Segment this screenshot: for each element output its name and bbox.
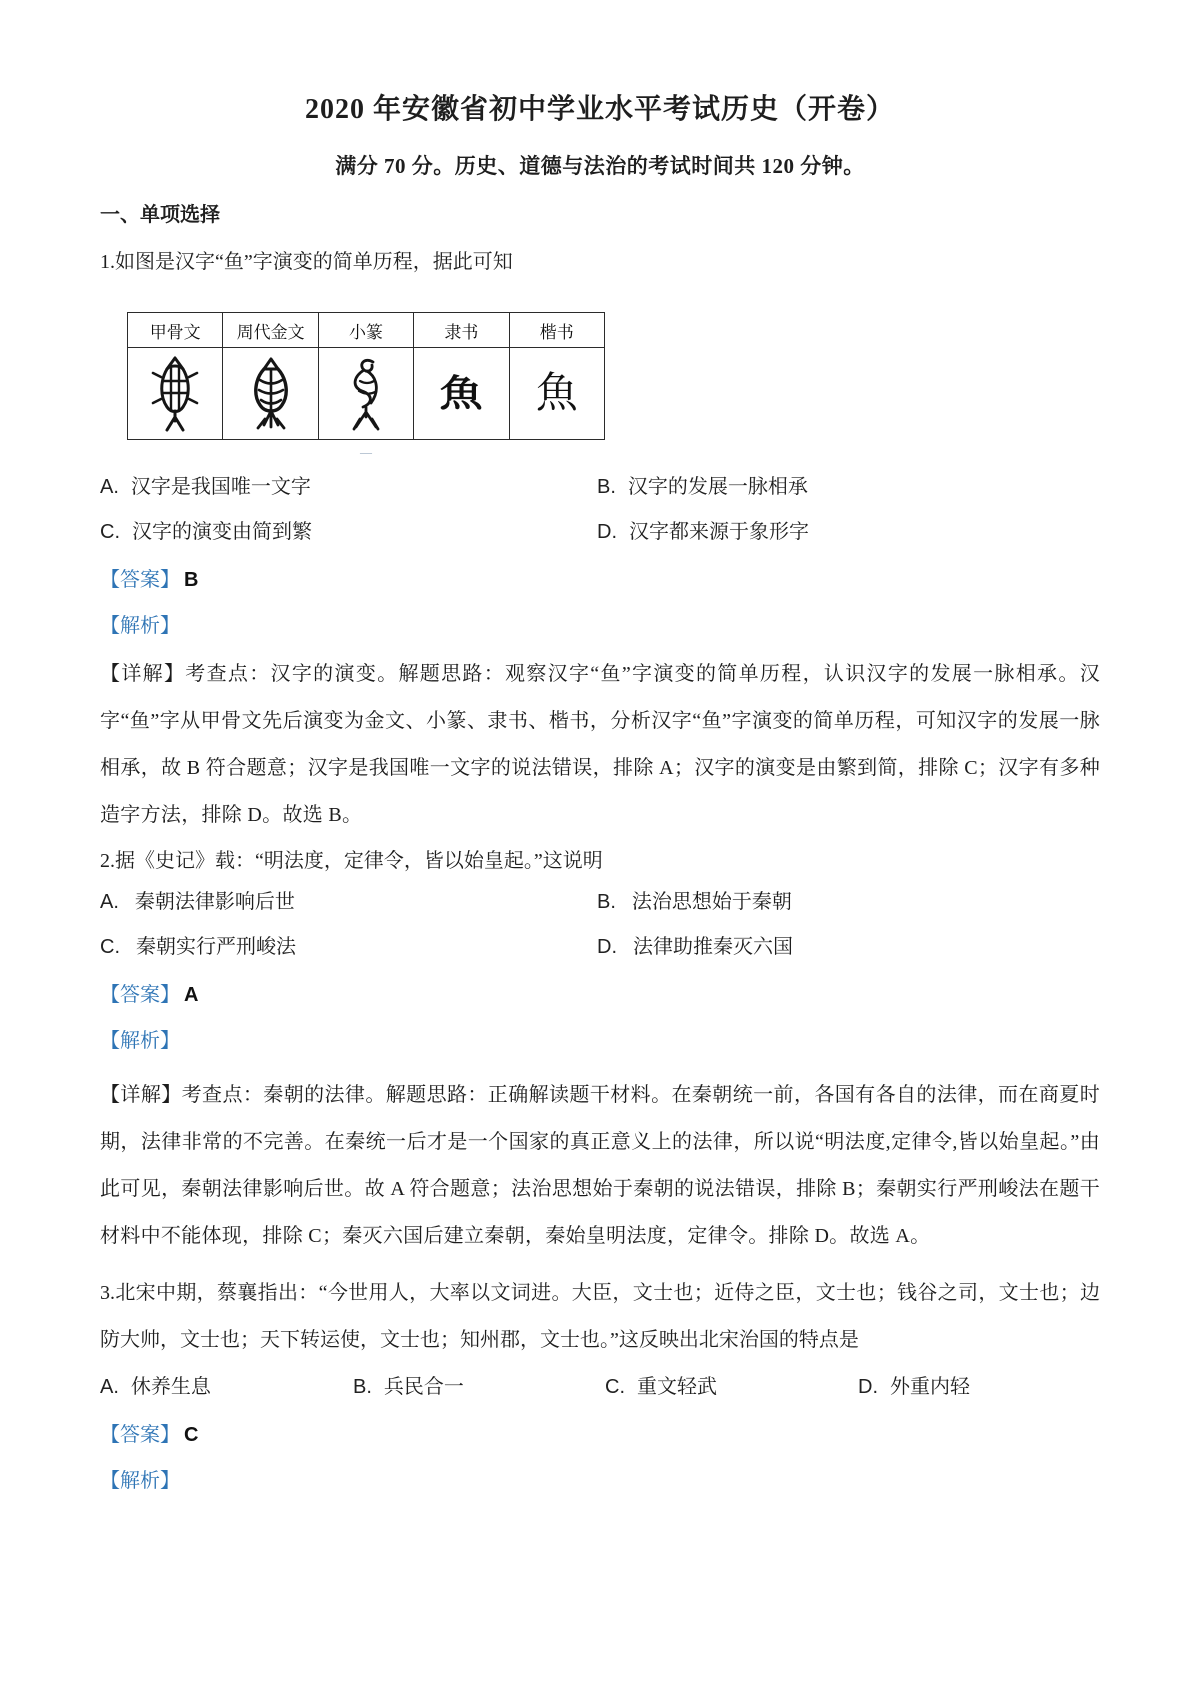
- table-cell: [414, 348, 509, 440]
- option-key: D.: [597, 521, 617, 543]
- option-item: [597, 521, 1100, 543]
- option-text: 汉字都来源于象形字: [629, 521, 809, 543]
- option-item: [100, 1376, 353, 1398]
- option-text: 汉字的发展一脉相承: [627, 476, 808, 498]
- answer-label: 【答案】: [100, 984, 180, 1006]
- option-key: B.: [353, 1376, 372, 1398]
- analysis-label: 【解析】: [100, 1470, 180, 1492]
- option-key: B.: [597, 476, 616, 498]
- option-key: C.: [605, 1376, 625, 1398]
- option-key: D.: [597, 936, 617, 958]
- option-item: [100, 476, 597, 498]
- table-header-regular: 楷书: [509, 313, 604, 348]
- answer-value: C: [184, 1424, 199, 1446]
- page-title: 2020 年安徽省初中学业水平考试历史（开卷）: [304, 94, 895, 125]
- answer-label: 【答案】: [100, 1424, 180, 1446]
- table-header-clerical: 隶书: [414, 313, 509, 348]
- option-item: [597, 891, 1100, 913]
- small-seal-script-fish-icon: [339, 355, 393, 433]
- option-text: 法治思想始于秦朝: [631, 891, 792, 913]
- question-1-options: [100, 476, 1100, 543]
- answer-value: B: [184, 569, 199, 591]
- bronze-script-fish-icon: [242, 355, 300, 433]
- table-header-seal: 小篆: [318, 313, 413, 348]
- option-key: A.: [100, 476, 119, 498]
- table-header-row: [128, 313, 605, 348]
- table-glyph-row: [128, 348, 605, 440]
- table-cell: [223, 348, 318, 440]
- option-item: [100, 891, 597, 913]
- character-evolution-table: [127, 312, 605, 440]
- option-text: 休养生息: [130, 1376, 211, 1398]
- option-text: 汉字的演变由简到繁: [132, 521, 312, 543]
- analysis-label: 【解析】: [100, 615, 180, 637]
- table-cell: [509, 348, 604, 440]
- question-2-answer-line: [100, 984, 1100, 1006]
- answer-label: 【答案】: [100, 569, 180, 591]
- table-header-oracle-bone: 甲骨文: [128, 313, 223, 348]
- exam-document-page: [100, 0, 1100, 1492]
- option-text: 法律助推秦灭六国: [633, 936, 793, 958]
- option-item: [597, 476, 1100, 498]
- clerical-script-fish-glyph: 魚: [439, 372, 483, 414]
- option-item: [858, 1376, 1100, 1398]
- question-1-answer-line: [100, 569, 1100, 591]
- option-item: [597, 936, 1100, 958]
- table-caption-dash: —: [360, 445, 372, 459]
- question-3-options: [100, 1376, 1100, 1398]
- table-header-bronze: 周代金文: [223, 313, 318, 348]
- question-2-explanation: 【详解】考查点：秦朝的法律。解题思路：正确解读题干材料。在秦朝统一前，各国有各自的法律，而在商夏时期，法律非常的不完善。在秦统一后才是一个国家的真正意义上的法律，所以说“明法度,定律令,皆以始皇起。”由此可见，秦朝法律影响后世。故 A 符合题意；法治思想始于秦朝的说法错误，排除 B；秦朝实行严刑峻法在题干材料中不能体现，排除 C；秦灭六国后建立秦朝，秦始皇明法度，定律令。排除 D。故选 A。: [100, 1084, 1100, 1247]
- option-text: 汉字是我国唯一文字: [130, 476, 311, 498]
- answer-value: A: [184, 984, 199, 1006]
- option-key: A.: [100, 891, 119, 913]
- section-heading: 一、单项选择: [100, 204, 220, 226]
- option-text: 重文轻武: [637, 1376, 717, 1398]
- option-text: 秦朝实行严刑峻法: [136, 936, 296, 958]
- option-text: 兵民合一: [383, 1376, 464, 1398]
- question-2-stem: 2.据《史记》载：“明法度，定律令，皆以始皇起。”这说明: [100, 850, 603, 872]
- analysis-label: 【解析】: [100, 1030, 180, 1052]
- table-cell: [318, 348, 413, 440]
- table-cell: [128, 348, 223, 440]
- question-3-analysis-line: [100, 1470, 1100, 1492]
- question-2-analysis-line: [100, 1030, 1100, 1052]
- exam-rules-subtitle: 满分 70 分。历史、道德与法治的考试时间共 120 分钟。: [335, 154, 865, 178]
- question-1-explanation: 【详解】考查点：汉字的演变。解题思路：观察汉字“鱼”字演变的简单历程，认识汉字的发展一脉相承。汉字“鱼”字从甲骨文先后演变为金文、小篆、隶书、楷书，分析汉字“鱼”字演变的简单历程，可知汉字的发展一脉相承，故 B 符合题意；汉字是我国唯一文字的说法错误，排除 A；汉字的演变是由繁到简，排除 C；汉字有多种造字方法，排除 D。故选 B。: [100, 663, 1100, 826]
- option-item: [100, 521, 597, 543]
- regular-script-fish-glyph: 魚: [535, 370, 578, 417]
- option-text: 外重内轻: [890, 1376, 970, 1398]
- oracle-bone-script-fish-icon: [146, 355, 204, 433]
- question-2-options: [100, 891, 1100, 958]
- option-text: 秦朝法律影响后世: [134, 891, 295, 913]
- option-item: [353, 1376, 605, 1398]
- option-item: [100, 936, 597, 958]
- question-1-analysis-line: [100, 615, 1100, 637]
- option-key: C.: [100, 936, 120, 958]
- question-3-stem: 3.北宋中期，蔡襄指出：“今世用人，大率以文词进。大臣，文士也；近侍之臣，文士也；钱谷之司，文士也；边防大帅，文士也；天下转运使，文士也；知州郡，文士也。”这反映出北宋治国的特点是: [100, 1282, 1100, 1351]
- question-1-stem: 1.如图是汉字“鱼”字演变的简单历程，据此可知: [100, 251, 513, 273]
- option-key: C.: [100, 521, 120, 543]
- option-key: B.: [597, 891, 616, 913]
- option-item: [605, 1376, 858, 1398]
- question-3-answer-line: [100, 1424, 1100, 1446]
- option-key: A.: [100, 1376, 119, 1398]
- option-key: D.: [858, 1376, 878, 1398]
